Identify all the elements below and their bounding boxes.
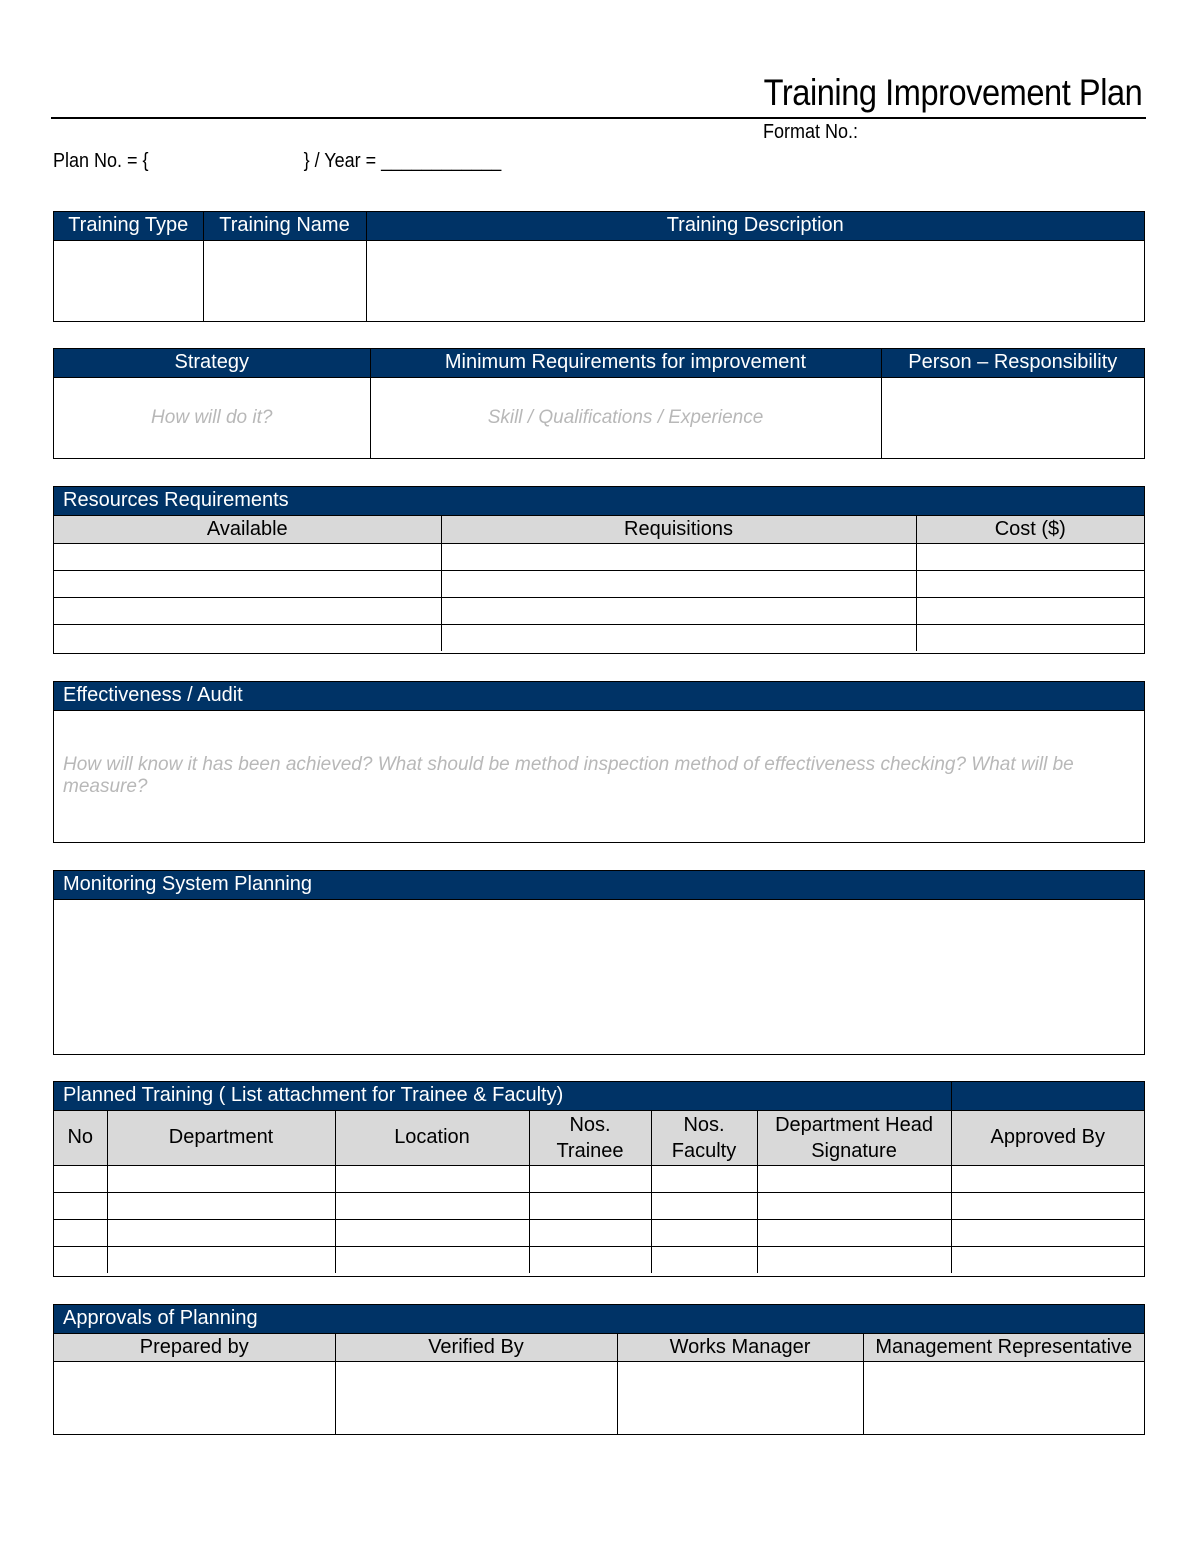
monitoring-cell[interactable]	[54, 899, 1144, 1054]
strategy-cell[interactable]: How will do it?	[54, 377, 370, 458]
works-manager-cell[interactable]	[617, 1361, 863, 1434]
verified-by-header: Verified By	[335, 1333, 617, 1361]
location-cell[interactable]	[335, 1246, 529, 1273]
cost-header: Cost ($)	[916, 515, 1144, 543]
department-cell[interactable]	[107, 1192, 335, 1219]
prepared-by-cell[interactable]	[54, 1361, 335, 1434]
effectiveness-section	[53, 681, 1145, 843]
available-cell[interactable]	[54, 597, 441, 624]
cost-cell[interactable]	[916, 624, 1144, 651]
location-header: Location	[335, 1110, 529, 1165]
requisitions-cell[interactable]	[441, 624, 916, 651]
cost-cell[interactable]	[916, 543, 1144, 570]
requisitions-header: Requisitions	[441, 515, 916, 543]
signature-cell[interactable]	[757, 1192, 951, 1219]
approvals-title: Approvals of Planning	[54, 1305, 1144, 1333]
department-cell[interactable]	[107, 1246, 335, 1273]
department-header: Department	[107, 1110, 335, 1165]
training-table	[53, 211, 1145, 322]
available-cell[interactable]	[54, 570, 441, 597]
min-requirements-cell[interactable]: Skill / Qualifications / Experience	[370, 377, 881, 458]
nos-trainee-cell[interactable]	[529, 1246, 651, 1273]
nos-faculty-header: Nos. Faculty	[651, 1110, 757, 1165]
location-cell[interactable]	[335, 1165, 529, 1192]
plan-year-line: Plan No. = { } / Year = ____________	[53, 150, 502, 172]
table-row	[54, 543, 1144, 570]
approved-by-cell[interactable]	[951, 1219, 1144, 1246]
resources-title: Resources Requirements	[54, 487, 1144, 515]
monitoring-section	[53, 870, 1145, 1055]
training-type-header: Training Type	[54, 212, 203, 240]
table-row	[54, 1165, 1144, 1192]
strategy-header: Strategy	[54, 349, 370, 377]
table-row	[54, 1192, 1144, 1219]
training-description-cell[interactable]	[366, 240, 1144, 321]
nos-faculty-cell[interactable]	[651, 1192, 757, 1219]
planned-training-table	[53, 1081, 1145, 1277]
prepared-by-header: Prepared by	[54, 1333, 335, 1361]
person-responsibility-cell[interactable]	[881, 377, 1144, 458]
resources-table	[53, 486, 1145, 654]
no-cell[interactable]	[54, 1246, 107, 1273]
nos-faculty-cell[interactable]	[651, 1219, 757, 1246]
person-responsibility-header: Person – Responsibility	[881, 349, 1144, 377]
planned-training-title: Planned Training ( List attachment for Trainee & Faculty)	[54, 1082, 951, 1110]
management-rep-cell[interactable]	[863, 1361, 1144, 1434]
approved-by-cell[interactable]	[951, 1165, 1144, 1192]
requisitions-cell[interactable]	[441, 570, 916, 597]
nos-trainee-cell[interactable]	[529, 1192, 651, 1219]
format-no-label: Format No.:	[763, 121, 859, 143]
department-cell[interactable]	[107, 1165, 335, 1192]
nos-trainee-cell[interactable]	[529, 1165, 651, 1192]
signature-cell[interactable]	[757, 1246, 951, 1273]
planned-training-title-spacer	[951, 1082, 1144, 1110]
training-type-cell[interactable]	[54, 240, 203, 321]
page-title: Training Improvement Plan	[763, 72, 1142, 113]
table-row	[54, 1219, 1144, 1246]
signature-cell[interactable]	[757, 1165, 951, 1192]
effectiveness-cell[interactable]	[54, 710, 1144, 842]
department-cell[interactable]	[107, 1219, 335, 1246]
available-header: Available	[54, 515, 441, 543]
nos-trainee-header: Nos. Trainee	[529, 1110, 651, 1165]
title-rule	[51, 117, 1146, 119]
table-row	[54, 570, 1144, 597]
approved-by-header: Approved By	[951, 1110, 1144, 1165]
training-name-cell[interactable]	[203, 240, 366, 321]
signature-cell[interactable]	[757, 1219, 951, 1246]
works-manager-header: Works Manager	[617, 1333, 863, 1361]
location-cell[interactable]	[335, 1192, 529, 1219]
training-description-header: Training Description	[366, 212, 1144, 240]
cost-cell[interactable]	[916, 570, 1144, 597]
cost-cell[interactable]	[916, 597, 1144, 624]
nos-trainee-cell[interactable]	[529, 1219, 651, 1246]
approved-by-cell[interactable]	[951, 1192, 1144, 1219]
effectiveness-title: Effectiveness / Audit	[54, 682, 1144, 710]
table-row	[54, 1246, 1144, 1273]
location-cell[interactable]	[335, 1219, 529, 1246]
available-cell[interactable]	[54, 624, 441, 651]
requisitions-cell[interactable]	[441, 597, 916, 624]
no-header: No	[54, 1110, 107, 1165]
available-cell[interactable]	[54, 543, 441, 570]
approvals-table	[53, 1304, 1145, 1435]
no-cell[interactable]	[54, 1192, 107, 1219]
table-row	[54, 624, 1144, 651]
dept-head-signature-header: Department Head Signature	[757, 1110, 951, 1165]
nos-faculty-cell[interactable]	[651, 1165, 757, 1192]
no-cell[interactable]	[54, 1165, 107, 1192]
nos-faculty-cell[interactable]	[651, 1246, 757, 1273]
requisitions-cell[interactable]	[441, 543, 916, 570]
no-cell[interactable]	[54, 1219, 107, 1246]
monitoring-title: Monitoring System Planning	[54, 871, 1144, 899]
strategy-table	[53, 348, 1145, 459]
training-name-header: Training Name	[203, 212, 366, 240]
management-rep-header: Management Representative	[863, 1333, 1144, 1361]
table-row	[54, 597, 1144, 624]
verified-by-cell[interactable]	[335, 1361, 617, 1434]
min-requirements-header: Minimum Requirements for improvement	[370, 349, 881, 377]
effectiveness-hint: How will know it has been achieved? What should be method inspection method of effectiveness checking? What will be measure?	[63, 754, 1074, 798]
approved-by-cell[interactable]	[951, 1246, 1144, 1273]
